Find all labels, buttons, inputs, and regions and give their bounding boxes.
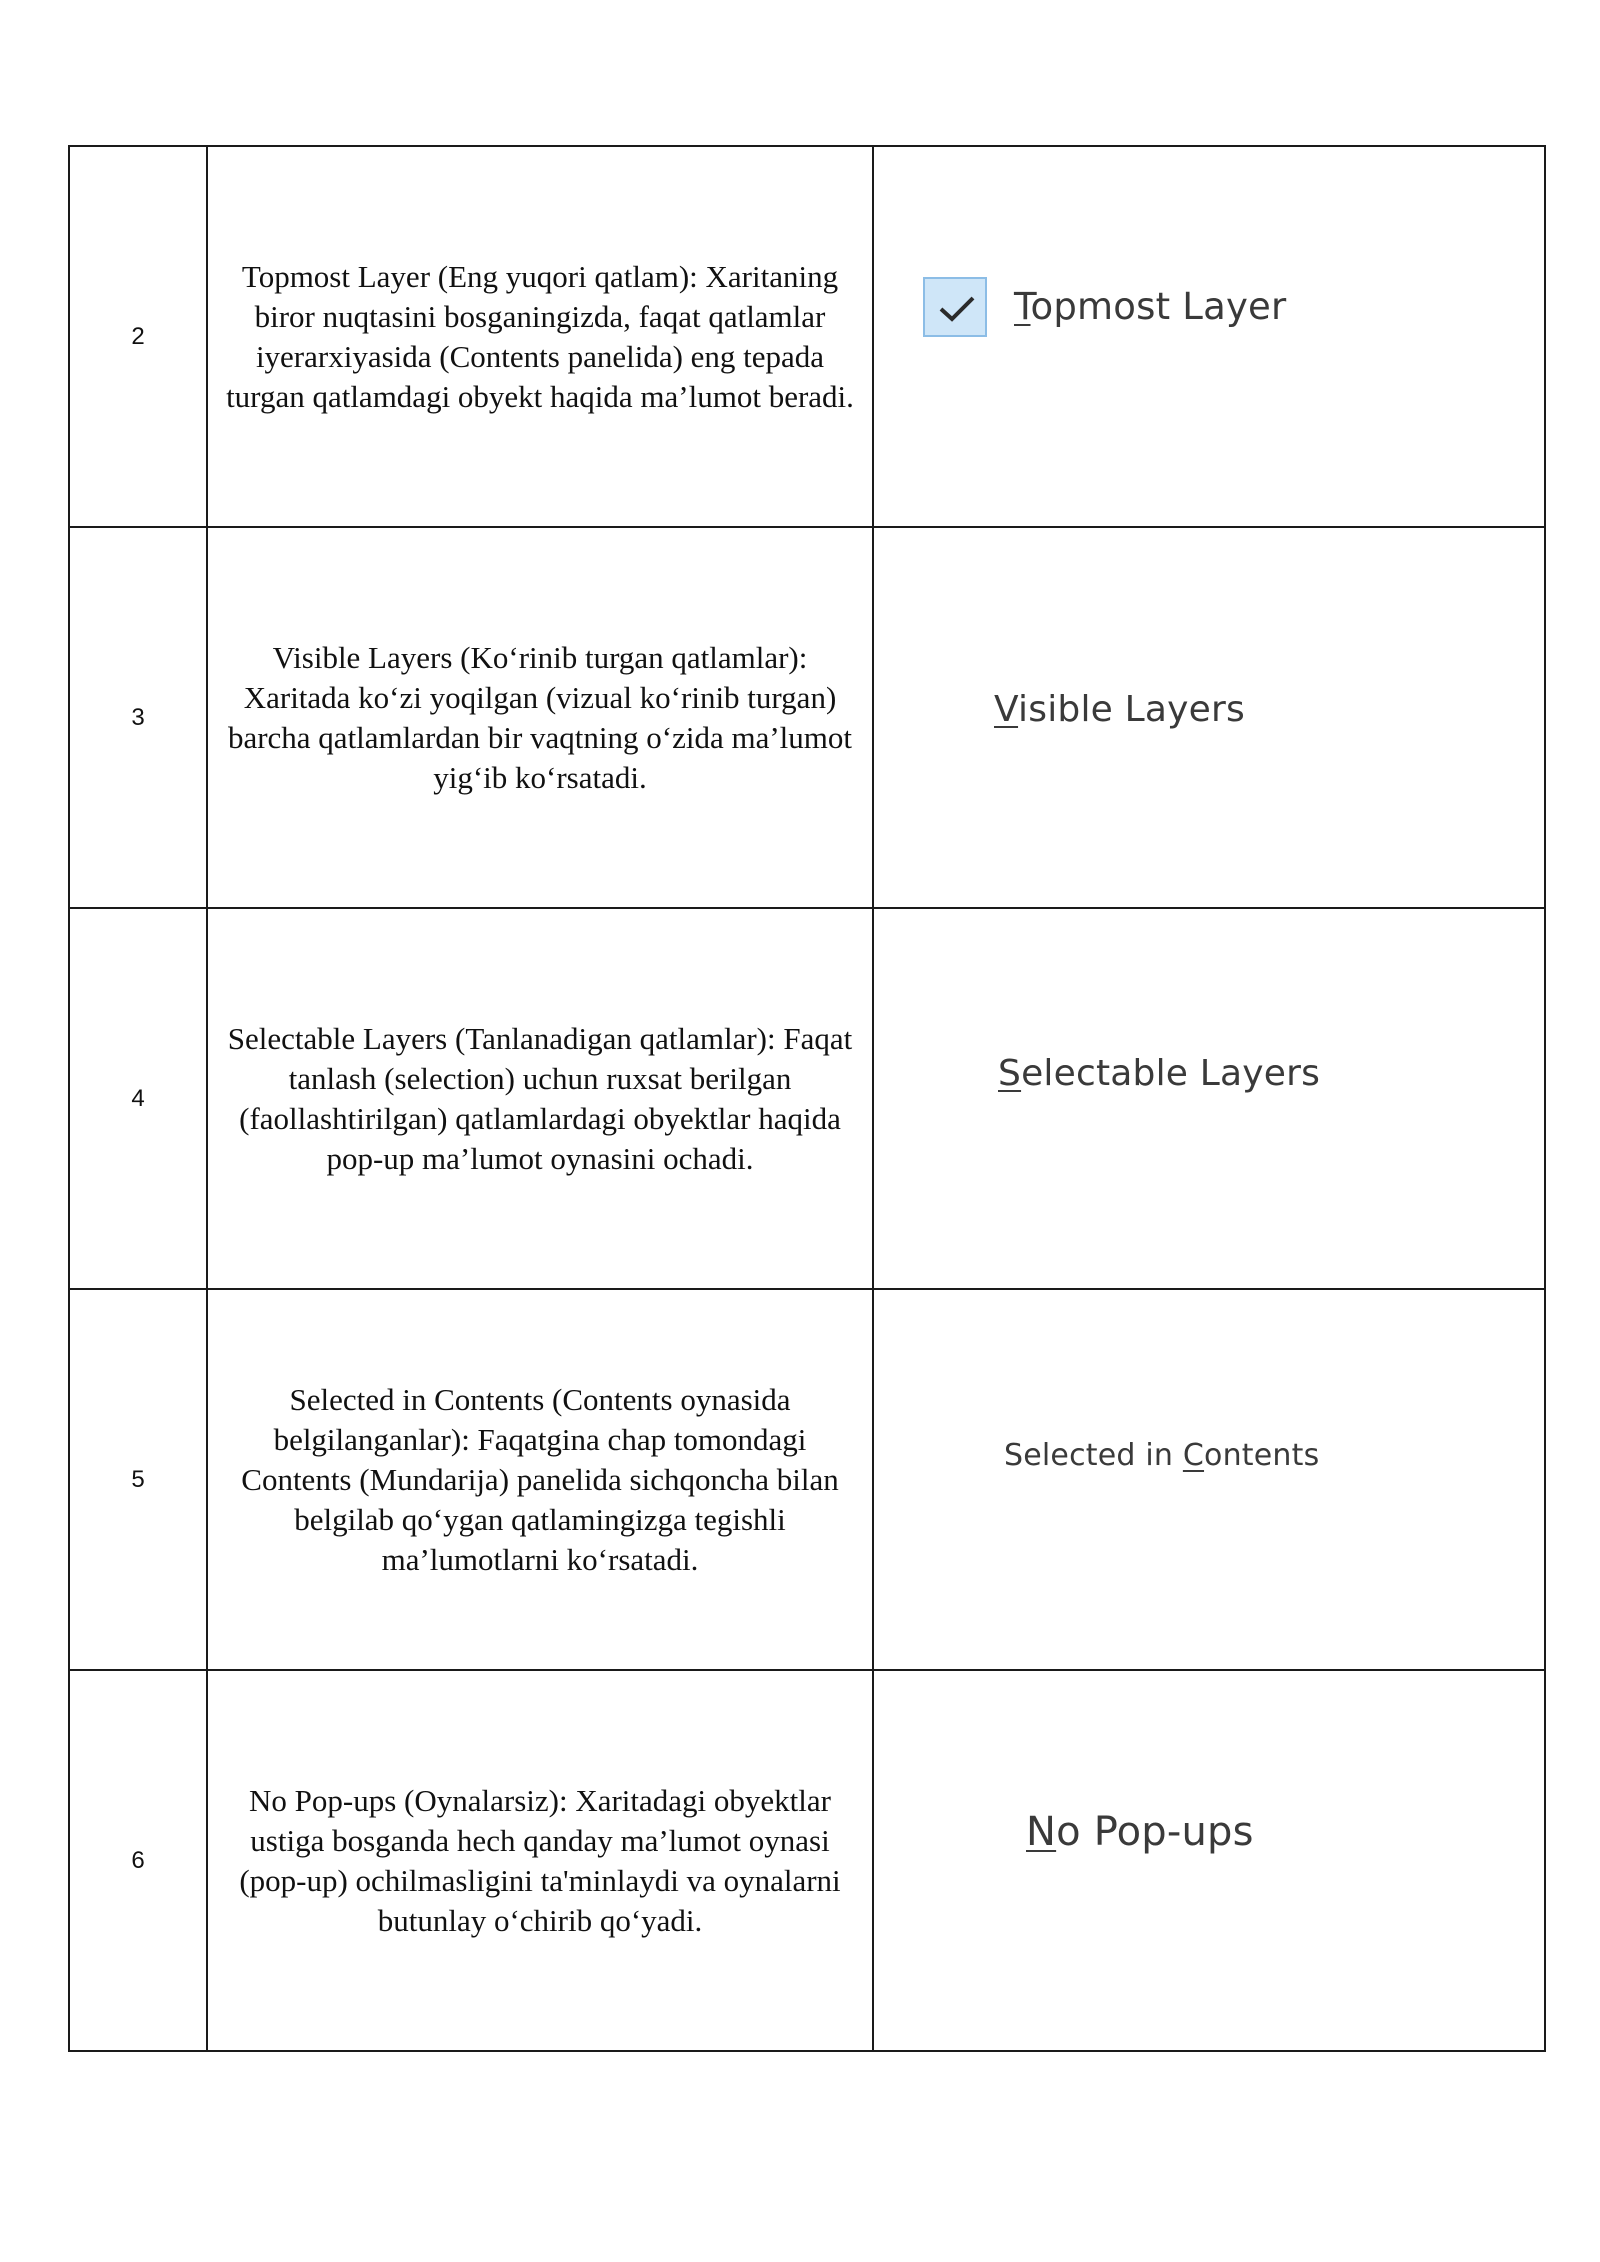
ui-screenshot-cell xyxy=(873,1289,1545,1670)
table-row xyxy=(69,1289,1545,1670)
row-number: 5 xyxy=(69,1289,207,1670)
description-line: Contents (Mundarija) panelida sichqoncha bilan xyxy=(241,1461,839,1497)
description-line: Selectable Layers (Tanlanadigan qatlamlar): Faqat xyxy=(227,1020,853,1056)
option-label-accelerator: S xyxy=(998,1053,1022,1094)
description-line: Xaritada ko‘zi yoqilgan (vizual ko‘rinib turgan) xyxy=(243,679,837,715)
row-description xyxy=(207,1670,873,2051)
table-row xyxy=(69,527,1545,908)
option-label-accelerator: T xyxy=(1014,285,1031,328)
ui-screenshot-cell xyxy=(873,146,1545,527)
ui-screenshot-cell xyxy=(873,527,1545,908)
row-number: 4 xyxy=(69,908,207,1289)
description-line: Selected in Contents (Contents oynasida xyxy=(289,1381,791,1417)
description-line: butunlay o‘chirib qo‘yadi. xyxy=(377,1902,703,1938)
ui-screenshot-cell xyxy=(873,908,1545,1289)
row-description xyxy=(207,527,873,908)
option-label-accelerator: N xyxy=(1026,1809,1057,1855)
description-line: (faollashtirilgan) qatlamlardagi obyektlar haqida xyxy=(239,1100,841,1136)
description-line: ustiga bosganda hech qanday ma’lumot oynasi xyxy=(250,1822,830,1858)
row-number: 6 xyxy=(69,1670,207,2051)
option-label-rest: ontents xyxy=(1204,1438,1320,1473)
description-line: biror nuqtasini bosganingizda, faqat qatlamlar xyxy=(254,298,826,334)
description-line: belgilab qo‘ygan qatlamingizga tegishli xyxy=(294,1501,786,1537)
description-line: turgan qatlamdagi obyekt haqida ma’lumot beradi. xyxy=(226,378,854,414)
option-label-accelerator: V xyxy=(994,689,1019,730)
checkmark-icon xyxy=(937,293,977,325)
visible-layers-option[interactable] xyxy=(994,689,1245,730)
description-line: ma’lumotlarni ko‘rsatadi. xyxy=(381,1541,699,1577)
row-description xyxy=(207,146,873,527)
description-line: tanlash (selection) uchun ruxsat berilgan xyxy=(288,1060,792,1096)
description-line: No Pop-ups (Oynalarsiz): Xaritadagi obyektlar xyxy=(249,1782,831,1818)
row-number: 2 xyxy=(69,146,207,527)
table-row xyxy=(69,908,1545,1289)
description-line: Topmost Layer (Eng yuqori qatlam): Xaritaning xyxy=(241,258,839,294)
option-label-rest: opmost Layer xyxy=(1030,285,1287,328)
no-popups-option[interactable] xyxy=(1026,1809,1254,1855)
selectable-layers-option[interactable] xyxy=(998,1053,1320,1094)
ui-screenshot-cell xyxy=(873,1670,1545,2051)
options-table xyxy=(68,145,1546,2052)
description-line: yig‘ib ko‘rsatadi. xyxy=(433,759,647,795)
description-line: Visible Layers (Ko‘rinib turgan qatlamlar): xyxy=(272,639,808,675)
table-row xyxy=(69,146,1545,527)
table-row xyxy=(69,1670,1545,2051)
description-line: barcha qatlamlardan bir vaqtning o‘zida ma’lumot xyxy=(227,719,853,755)
description-line: pop-up ma’lumot oynasini ochadi. xyxy=(326,1140,754,1176)
topmost-layer-checkbox[interactable] xyxy=(923,277,987,337)
option-label-accelerator: C xyxy=(1182,1438,1205,1473)
selected-in-contents-option[interactable] xyxy=(1004,1438,1319,1473)
option-label-prefix: Selected in xyxy=(1004,1438,1183,1473)
description-line: iyerarxiyasida (Contents panelida) eng tepada xyxy=(255,338,825,374)
row-description xyxy=(207,908,873,1289)
description-line: (pop-up) ochilmasligini ta'minlaydi va oynalarni xyxy=(239,1862,841,1898)
option-label-rest: o Pop-ups xyxy=(1056,1809,1254,1855)
option-label-rest: electable Layers xyxy=(1021,1053,1321,1094)
description-line: belgilanganlar): Faqatgina chap tomondagi xyxy=(273,1421,807,1457)
topmost-layer-option[interactable] xyxy=(1014,285,1286,328)
option-label-rest: isible Layers xyxy=(1018,689,1245,730)
row-description xyxy=(207,1289,873,1670)
row-number: 3 xyxy=(69,527,207,908)
